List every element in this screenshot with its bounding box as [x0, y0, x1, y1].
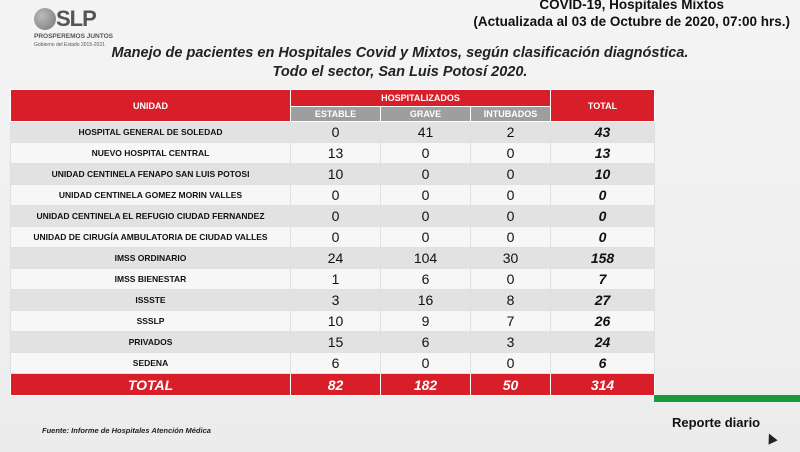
cell-unidad: UNIDAD CENTINELA EL REFUGIO CIUDAD FERNANDEZ [11, 206, 291, 227]
column-header-estable: ESTABLE [291, 107, 381, 122]
table-row [11, 353, 655, 374]
cell-intubados: 0 [471, 185, 551, 206]
cell-grave: 6 [381, 332, 471, 353]
cell-total: 13 [551, 143, 655, 164]
cell-total: 0 [551, 227, 655, 248]
logo-subtag: Gobierno del Estado 2015-2021 [34, 42, 105, 48]
table-row [11, 185, 655, 206]
table-row [11, 164, 655, 185]
cell-intubados: 0 [471, 227, 551, 248]
cell-unidad: IMSS ORDINARIO [11, 248, 291, 269]
cell-estable: 15 [291, 332, 381, 353]
column-header-total: TOTAL [551, 90, 655, 122]
cell-total: 6 [551, 353, 655, 374]
table-row [11, 332, 655, 353]
subtitle-line-1: Manejo de pacientes en Hospitales Covid y Mixtos, según clasificación diagnóstica. [111, 45, 689, 61]
table-body [11, 122, 655, 374]
column-header-grave: GRAVE [381, 107, 471, 122]
cell-total: 7 [551, 269, 655, 290]
total-label: TOTAL [11, 374, 291, 396]
table-row [11, 227, 655, 248]
table-row [11, 206, 655, 227]
cell-intubados: 8 [471, 290, 551, 311]
cell-estable: 1 [291, 269, 381, 290]
cell-unidad: UNIDAD DE CIRUGÍA AMBULATORIA DE CIUDAD VALLES [11, 227, 291, 248]
accent-bar [654, 395, 800, 402]
total-grave: 182 [381, 374, 471, 396]
cell-estable: 0 [291, 227, 381, 248]
cell-estable: 0 [291, 122, 381, 143]
cell-intubados: 30 [471, 248, 551, 269]
cell-estable: 3 [291, 290, 381, 311]
cell-intubados: 3 [471, 332, 551, 353]
cell-total: 10 [551, 164, 655, 185]
cell-estable: 0 [291, 206, 381, 227]
cell-estable: 10 [291, 311, 381, 332]
cell-unidad: PRIVADOS [11, 332, 291, 353]
total-intubados: 50 [471, 374, 551, 396]
reporte-diario-label: Reporte diario [672, 415, 761, 430]
cell-grave: 0 [381, 185, 471, 206]
cell-estable: 0 [291, 185, 381, 206]
source-note: Fuente: Informe de Hospitales Atención Médica [42, 426, 211, 435]
subtitle-line-2: Todo el sector, San Luis Potosí 2020. [272, 64, 528, 80]
cell-total: 0 [551, 206, 655, 227]
cell-total: 0 [551, 185, 655, 206]
cell-intubados: 0 [471, 164, 551, 185]
table-row [11, 248, 655, 269]
cell-unidad: IMSS BIENESTAR [11, 269, 291, 290]
cell-unidad: UNIDAD CENTINELA FENAPO SAN LUIS POTOSI [11, 164, 291, 185]
table-row [11, 269, 655, 290]
cell-estable: 6 [291, 353, 381, 374]
total-total: 314 [551, 374, 655, 396]
page-subtitle [0, 44, 800, 82]
cell-grave: 9 [381, 311, 471, 332]
cell-grave: 0 [381, 227, 471, 248]
cell-unidad: NUEVO HOSPITAL CENTRAL [11, 143, 291, 164]
cell-unidad: SSSLP [11, 311, 291, 332]
table-row [11, 122, 655, 143]
report-title: COVID-19, Hospitales Mixtos [539, 0, 724, 12]
cell-total: 27 [551, 290, 655, 311]
report-header [473, 0, 790, 30]
cell-unidad: SEDENA [11, 353, 291, 374]
cell-grave: 16 [381, 290, 471, 311]
cell-estable: 24 [291, 248, 381, 269]
table-row [11, 143, 655, 164]
cell-grave: 0 [381, 164, 471, 185]
logo-word: SLP [56, 6, 96, 31]
cell-intubados: 0 [471, 143, 551, 164]
cell-unidad: HOSPITAL GENERAL DE SOLEDAD [11, 122, 291, 143]
column-header-hospitalizados: HOSPITALIZADOS [291, 90, 551, 107]
cell-intubados: 2 [471, 122, 551, 143]
cell-total: 158 [551, 248, 655, 269]
mouse-cursor-icon [764, 431, 777, 444]
cell-grave: 41 [381, 122, 471, 143]
cell-estable: 10 [291, 164, 381, 185]
logo-emblem-icon [34, 8, 56, 30]
cell-grave: 104 [381, 248, 471, 269]
cell-intubados: 0 [471, 206, 551, 227]
cell-grave: 0 [381, 353, 471, 374]
table-row [11, 311, 655, 332]
cell-intubados: 0 [471, 353, 551, 374]
cell-unidad: UNIDAD CENTINELA GOMEZ MORIN VALLES [11, 185, 291, 206]
logo-tagline: PROSPEREMOS JUNTOS [34, 33, 113, 40]
cell-intubados: 0 [471, 269, 551, 290]
column-header-intubados: INTUBADOS [471, 107, 551, 122]
cell-grave: 0 [381, 143, 471, 164]
table-row [11, 290, 655, 311]
report-update-date: (Actualizada al 03 de Octubre de 2020, 07:00 hrs.) [473, 14, 790, 29]
cell-unidad: ISSSTE [11, 290, 291, 311]
hospital-table [10, 89, 655, 396]
total-estable: 82 [291, 374, 381, 396]
cell-total: 24 [551, 332, 655, 353]
cell-total: 26 [551, 311, 655, 332]
cell-total: 43 [551, 122, 655, 143]
total-row [11, 374, 655, 396]
cell-grave: 0 [381, 206, 471, 227]
cell-estable: 13 [291, 143, 381, 164]
cell-grave: 6 [381, 269, 471, 290]
cell-intubados: 7 [471, 311, 551, 332]
column-header-unidad: UNIDAD [11, 90, 291, 122]
